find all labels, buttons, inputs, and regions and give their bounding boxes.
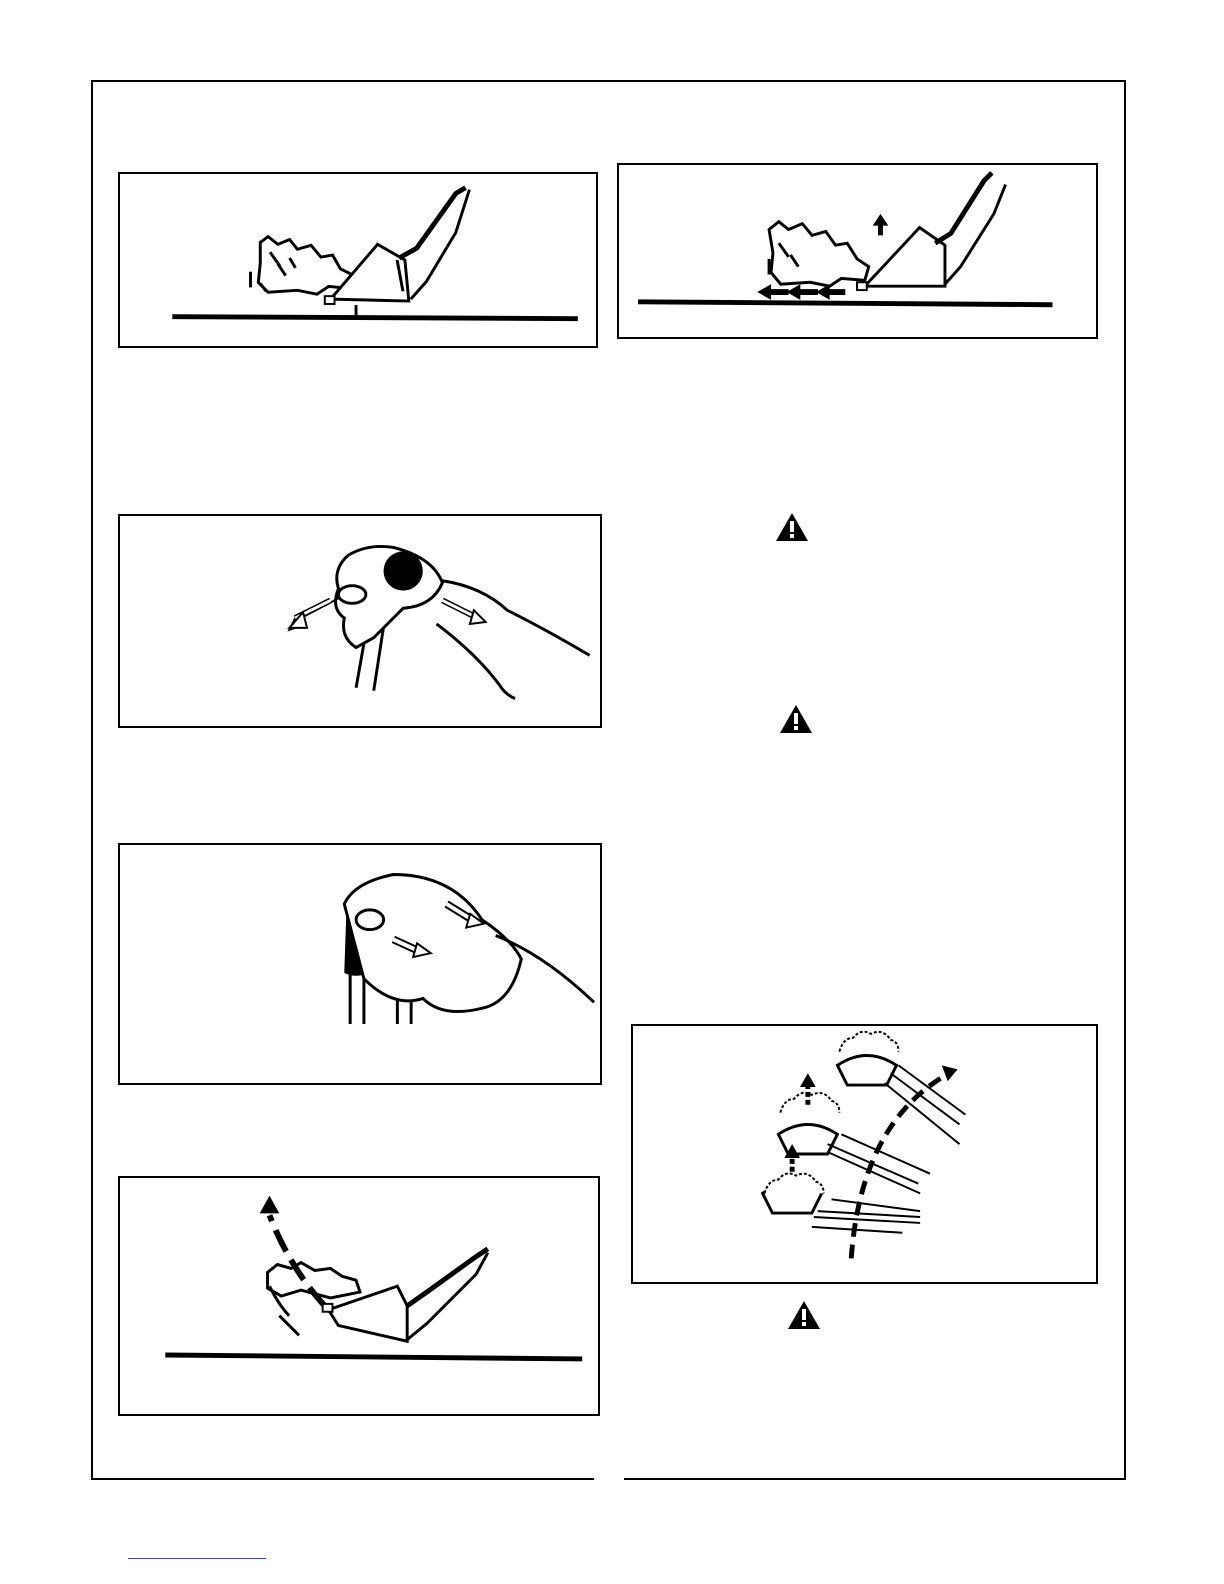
frame-bottom-gap xyxy=(594,1474,624,1484)
hand-two-levers-illustration xyxy=(120,845,600,1083)
figure-bucket-lift-stages xyxy=(631,1024,1098,1284)
figure-bucket-crowding-pile xyxy=(617,163,1098,339)
warning-triangle-icon xyxy=(787,1300,821,1330)
figure-hand-levers-two xyxy=(118,843,602,1085)
figure-bucket-penetrating-pile xyxy=(118,172,598,348)
footer-link-underline[interactable] xyxy=(128,1558,266,1559)
bucket-breakout-illustration xyxy=(120,1178,598,1414)
loader-bucket-illustration xyxy=(120,174,596,346)
warning-triangle-icon xyxy=(775,512,809,542)
figure-bucket-breakout-arc xyxy=(118,1176,600,1416)
figure-hand-lever-one xyxy=(118,514,602,728)
hand-on-lever-illustration xyxy=(120,516,600,726)
bucket-crowding-illustration xyxy=(619,165,1096,337)
warning-triangle-icon xyxy=(779,704,813,734)
bucket-lift-stages-illustration xyxy=(633,1026,1096,1282)
